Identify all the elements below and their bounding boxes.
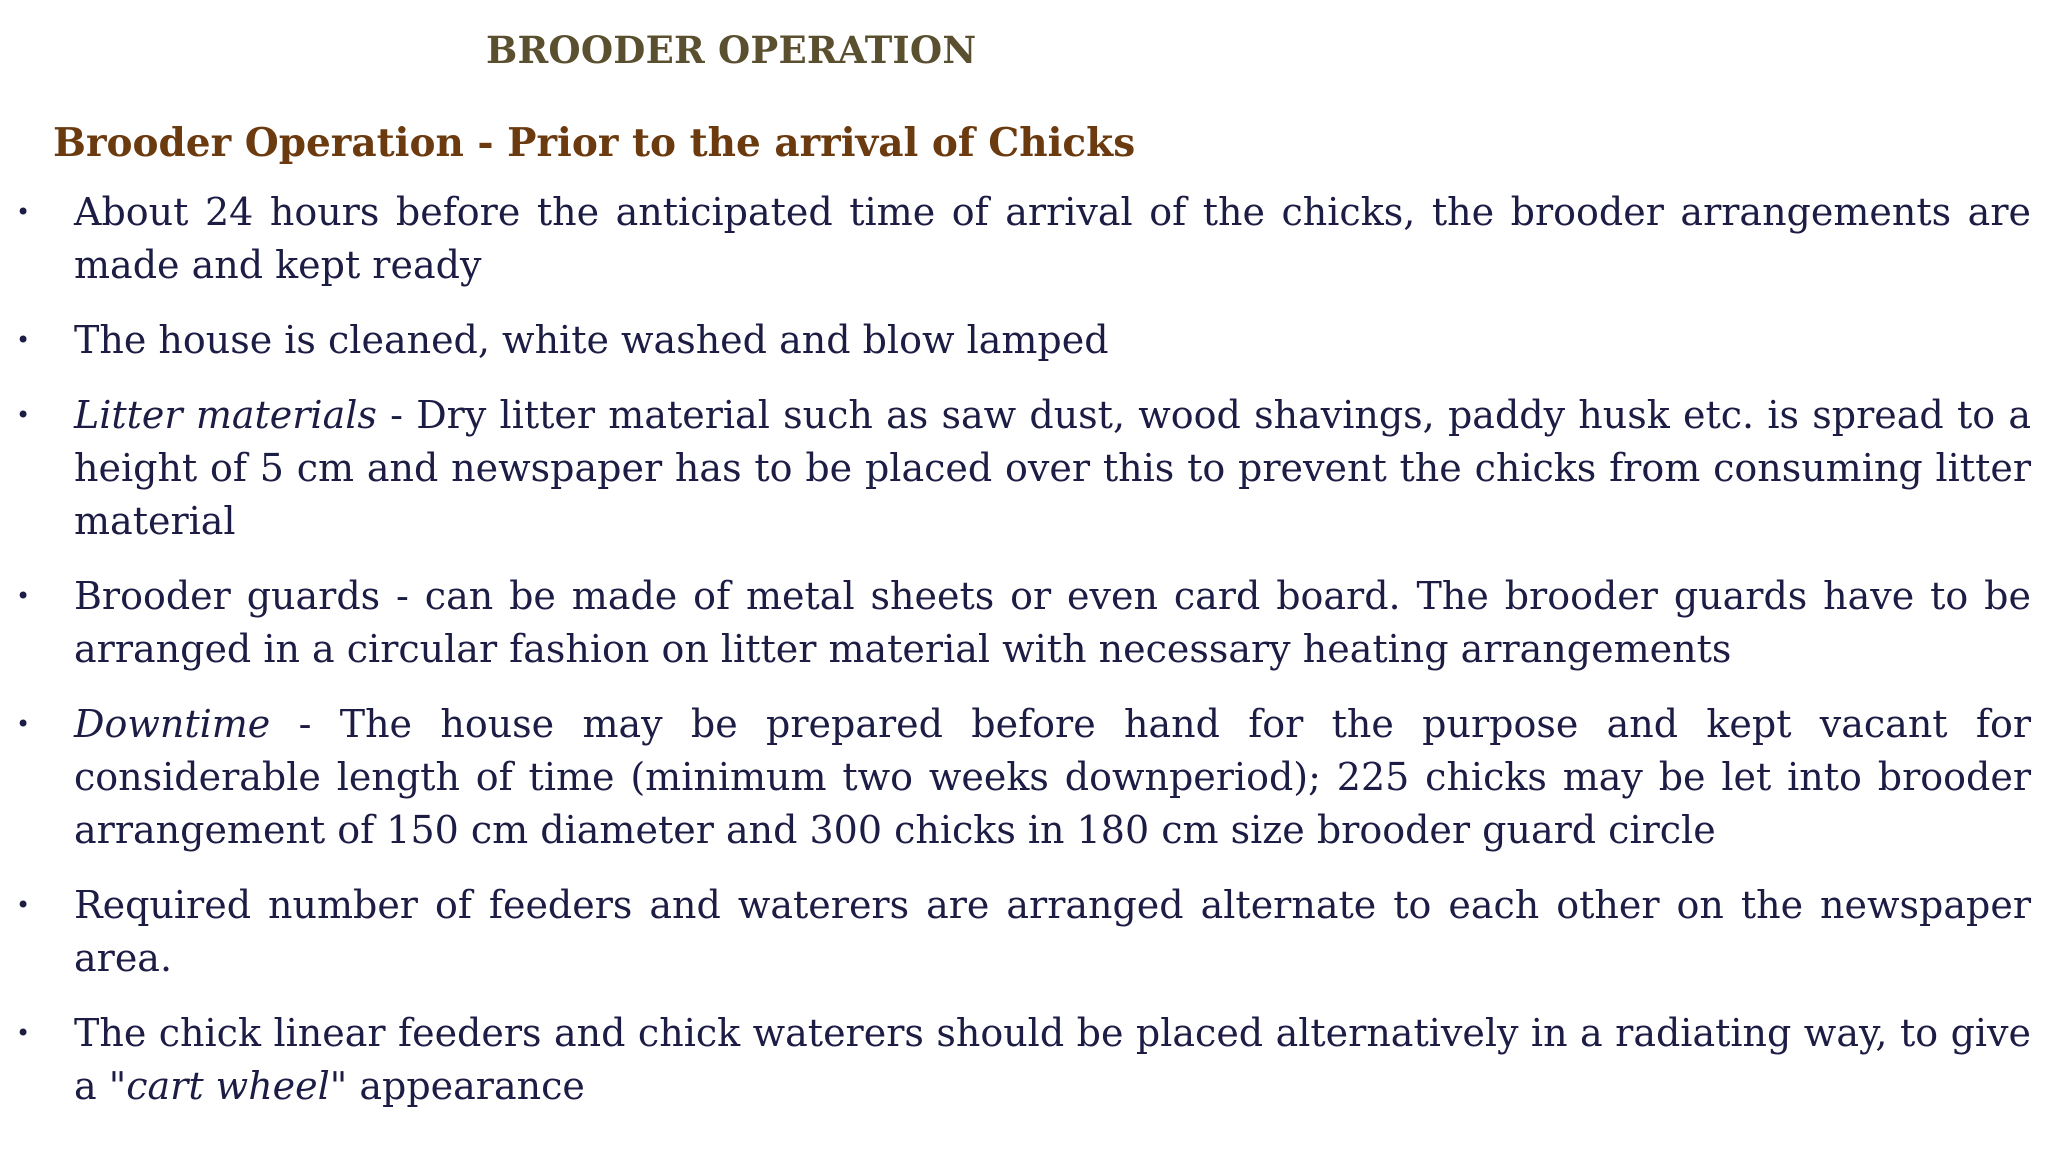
bullet-item xyxy=(0,186,2048,292)
bullet-dot-icon: • xyxy=(16,326,31,354)
bullet-text: - Dry litter material such as saw dust, wood shavings, paddy husk etc. is spread to a height of 5 cm and newspaper has to be placed over this to prevent the chicks from consuming litter material xyxy=(74,393,2031,543)
bullet-tail: appearance xyxy=(347,1064,585,1108)
slide-title: BROODER OPERATION xyxy=(486,28,977,72)
bullet-lead: Litter materials xyxy=(74,393,377,437)
bullet-dot-icon: • xyxy=(16,710,31,738)
bullet-text: - The house may be prepared before hand for the purpose and kept vacant for considerable length of time (minimum two weeks downperiod); 225 chicks may be let into brooder arrangement of 150 cm diameter and 300 chicks in 180 cm size brooder guard circle xyxy=(74,702,2031,852)
bullet-item xyxy=(0,389,2048,548)
bullet-text: Brooder guards - can be made of metal sheets or even card board. The brooder guards have to be arranged in a circular fashion on litter material with necessary heating arrangements xyxy=(74,574,2031,671)
bullet-item xyxy=(0,314,2048,367)
bullet-item xyxy=(0,570,2048,676)
bullet-text: About 24 hours before the anticipated time of arrival of the chicks, the brooder arrangements are made and kept ready xyxy=(74,190,2031,287)
bullet-dot-icon: • xyxy=(16,198,31,226)
bullet-list xyxy=(0,186,2048,1135)
slide-subtitle: Brooder Operation - Prior to the arrival of Chicks xyxy=(53,120,1136,166)
bullet-tail-italic: "cart wheel" xyxy=(108,1064,348,1108)
bullet-item xyxy=(0,879,2048,985)
bullet-dot-icon: • xyxy=(16,582,31,610)
bullet-text: The chick linear feeders and chick waterers should be placed alternatively in a radiating way, to give a xyxy=(74,1011,2031,1108)
bullet-dot-icon: • xyxy=(16,401,31,429)
bullet-text: The house is cleaned, white washed and blow lamped xyxy=(74,318,1109,362)
bullet-lead: Downtime xyxy=(74,702,271,746)
bullet-item xyxy=(0,698,2048,857)
bullet-text: Required number of feeders and waterers are arranged alternate to each other on the newspaper area. xyxy=(74,883,2031,980)
bullet-dot-icon: • xyxy=(16,891,31,919)
bullet-dot-icon: • xyxy=(16,1019,31,1047)
bullet-item xyxy=(0,1007,2048,1113)
